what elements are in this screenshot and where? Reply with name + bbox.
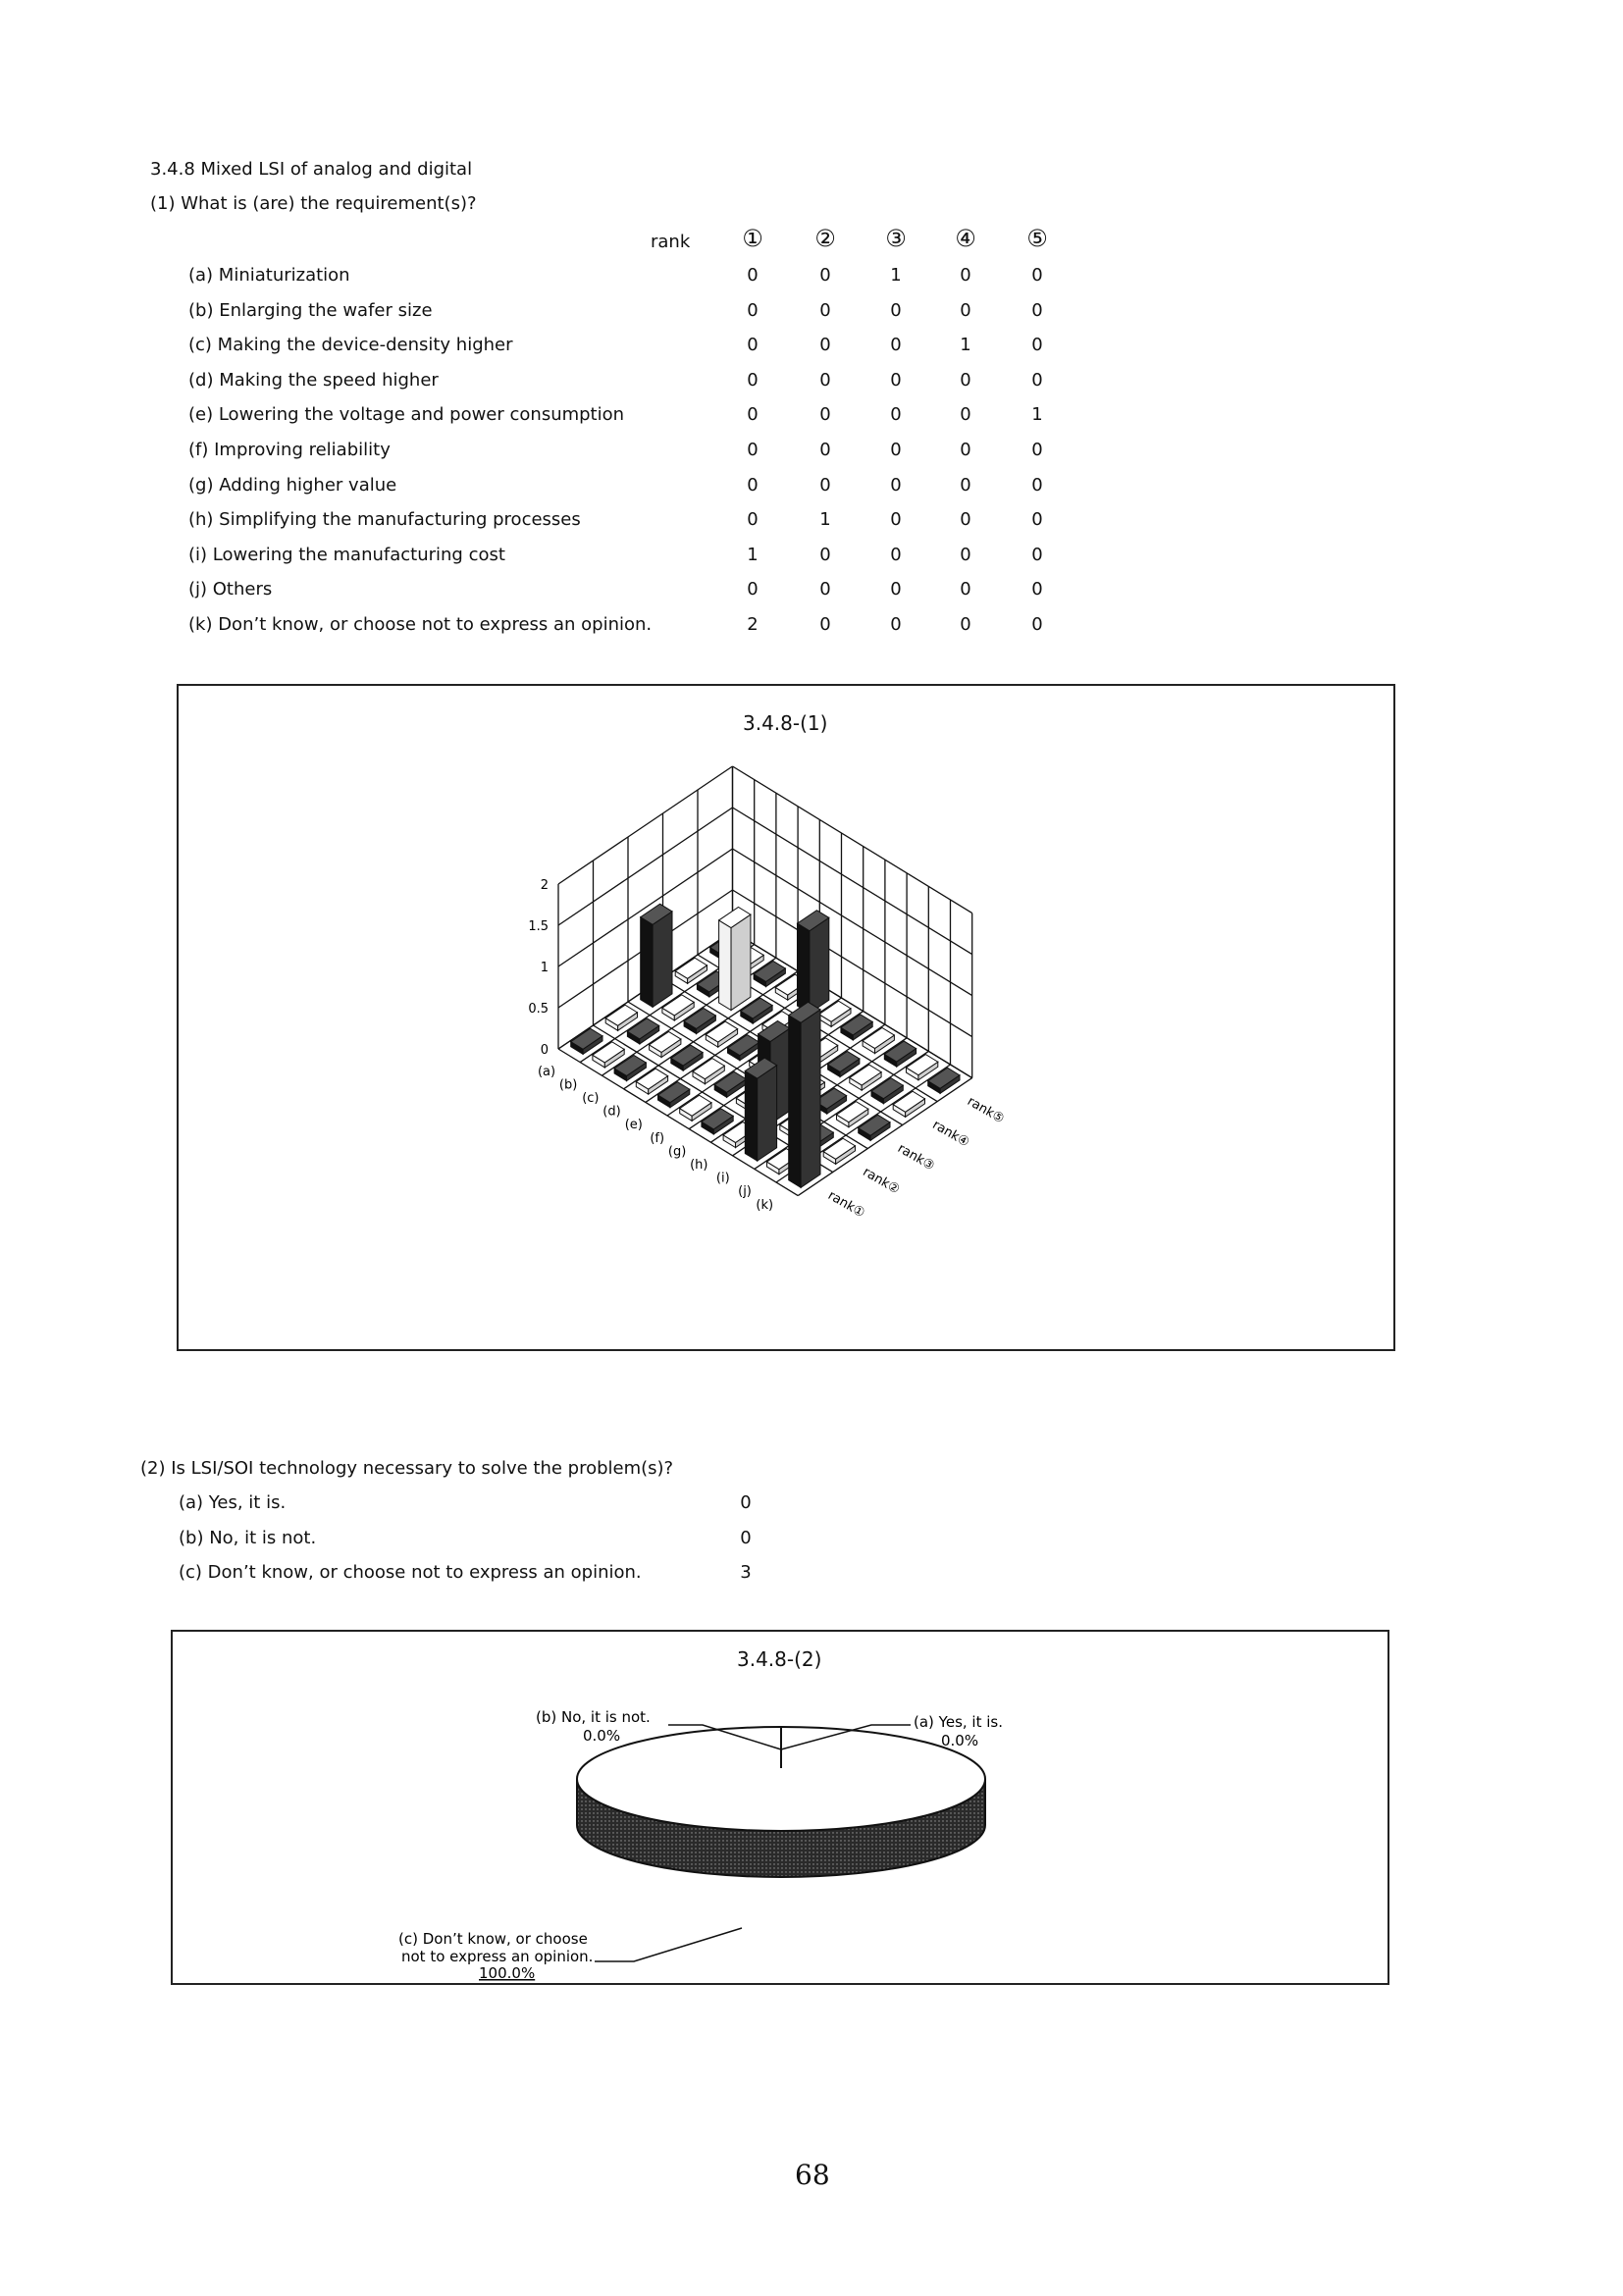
requirement-count: 1 xyxy=(1031,404,1043,426)
requirement-count: 0 xyxy=(747,509,759,531)
bar-side-face xyxy=(810,917,829,1013)
requirement-count: 0 xyxy=(747,440,759,460)
requirement-count: 0 xyxy=(960,614,971,635)
chart-1-3d-bar xyxy=(179,686,1393,1349)
requirement-count: 0 xyxy=(819,474,831,496)
requirement-label: (f) Improving reliability xyxy=(188,440,391,460)
rank-header-2: ② xyxy=(814,225,836,252)
requirement-count: 1 xyxy=(890,265,902,286)
requirement-count: 0 xyxy=(1031,265,1043,286)
series-label: rank④ xyxy=(929,1118,972,1151)
requirement-count: 0 xyxy=(1031,509,1043,531)
requirement-count: 0 xyxy=(747,335,759,356)
requirement-count: 0 xyxy=(960,544,971,565)
requirement-count: 0 xyxy=(1031,440,1043,460)
requirement-count: 1 xyxy=(819,509,831,531)
rank-label: rank xyxy=(651,232,691,252)
requirement-count: 0 xyxy=(819,440,831,460)
requirement-label: (b) Enlarging the wafer size xyxy=(188,299,433,321)
bar-front-face xyxy=(745,1071,757,1162)
necessity-label: (a) Yes, it is. xyxy=(179,1492,287,1513)
necessity-label: (c) Don’t know, or choose not to express an opinion. xyxy=(179,1562,642,1583)
chart-1-frame xyxy=(177,684,1395,1351)
chart-1-title: 3.4.8-(1) xyxy=(743,711,828,735)
category-label: (h) xyxy=(690,1158,708,1173)
bar-front-face xyxy=(641,917,653,1008)
z-tick-label: 0 xyxy=(540,1043,549,1058)
series-label: rank② xyxy=(860,1165,903,1198)
requirement-count: 0 xyxy=(819,265,831,286)
requirement-count: 0 xyxy=(890,299,902,321)
pie-label-b-pct: 0.0% xyxy=(583,1727,621,1745)
requirement-count: 0 xyxy=(819,579,831,600)
question-2-title: (2) Is LSI/SOI technology necessary to solve the problem(s)? xyxy=(140,1458,674,1479)
requirement-count: 0 xyxy=(960,265,971,286)
grid-line xyxy=(733,808,972,955)
chart-2-3d-pie xyxy=(173,1632,1387,1983)
requirement-count: 0 xyxy=(819,335,831,356)
rank-header-4: ④ xyxy=(955,225,976,252)
z-tick-label: 1 xyxy=(540,961,549,975)
bar-front-face xyxy=(719,920,731,1011)
requirement-count: 0 xyxy=(1031,299,1043,321)
question-1-title: (1) What is (are) the requirement(s)? xyxy=(150,193,477,214)
page-number: 68 xyxy=(795,2159,830,2191)
z-tick-label: 1.5 xyxy=(528,919,549,934)
requirement-label: (d) Making the speed higher xyxy=(188,369,439,391)
category-label: (j) xyxy=(738,1184,752,1200)
category-label: (c) xyxy=(582,1091,600,1106)
requirement-count: 0 xyxy=(819,299,831,321)
requirement-count: 0 xyxy=(890,544,902,565)
series-label: rank① xyxy=(824,1188,867,1222)
rank-header-3: ③ xyxy=(885,225,907,252)
requirement-count: 0 xyxy=(747,265,759,286)
requirement-count: 0 xyxy=(1031,544,1043,565)
pie-label-c-pct: 100.0% xyxy=(479,1964,536,1982)
category-label: (k) xyxy=(756,1197,774,1213)
requirement-count: 0 xyxy=(1031,335,1043,356)
requirement-count: 0 xyxy=(960,369,971,391)
category-label: (d) xyxy=(602,1104,621,1120)
requirement-count: 0 xyxy=(890,509,902,531)
requirement-count: 0 xyxy=(960,579,971,600)
bar-front-face xyxy=(789,1016,801,1188)
requirement-label: (h) Simplifying the manufacturing processes xyxy=(188,509,581,531)
pie-label-c: (c) Don’t know, or choose xyxy=(398,1930,588,1948)
requirement-count: 0 xyxy=(747,299,759,321)
necessity-count: 0 xyxy=(740,1492,752,1513)
necessity-count: 3 xyxy=(740,1562,752,1583)
requirement-count: 0 xyxy=(890,404,902,426)
pie-label-a: (a) Yes, it is. xyxy=(914,1713,1003,1731)
requirement-count: 0 xyxy=(890,335,902,356)
requirement-label: (i) Lowering the manufacturing cost xyxy=(188,544,505,565)
z-tick-label: 0.5 xyxy=(528,1002,549,1017)
pie-label-a-pct: 0.0% xyxy=(941,1732,979,1749)
requirement-count: 0 xyxy=(890,369,902,391)
category-label: (i) xyxy=(715,1171,730,1186)
pie-label-c-2: not to express an opinion. xyxy=(401,1948,594,1965)
requirement-count: 0 xyxy=(890,614,902,635)
requirement-count: 0 xyxy=(890,474,902,496)
requirement-count: 0 xyxy=(819,544,831,565)
necessity-count: 0 xyxy=(740,1527,752,1548)
bar-side-face xyxy=(653,912,672,1007)
bar-side-face xyxy=(731,914,751,1010)
category-label: (g) xyxy=(667,1144,687,1160)
requirement-count: 0 xyxy=(747,404,759,426)
requirement-count: 0 xyxy=(960,474,971,496)
requirement-count: 0 xyxy=(747,579,759,600)
requirement-count: 0 xyxy=(890,579,902,600)
requirement-count: 0 xyxy=(960,509,971,531)
requirement-count: 0 xyxy=(1031,614,1043,635)
requirement-count: 0 xyxy=(1031,369,1043,391)
requirement-count: 0 xyxy=(960,440,971,460)
necessity-label: (b) No, it is not. xyxy=(179,1527,317,1548)
requirement-count: 0 xyxy=(960,404,971,426)
requirement-label: (c) Making the device-density higher xyxy=(188,335,513,356)
series-label: rank③ xyxy=(894,1141,937,1174)
rank-header-5: ⑤ xyxy=(1026,225,1048,252)
chart-2-frame xyxy=(171,1630,1389,1985)
bar-side-face xyxy=(758,1066,777,1161)
category-label: (b) xyxy=(558,1077,578,1093)
requirement-label: (e) Lowering the voltage and power consumption xyxy=(188,404,625,426)
chart-2-title: 3.4.8-(2) xyxy=(737,1647,822,1671)
requirement-count: 0 xyxy=(1031,474,1043,496)
requirement-count: 0 xyxy=(819,404,831,426)
requirement-count: 0 xyxy=(960,299,971,321)
grid-line xyxy=(733,766,972,913)
requirement-count: 0 xyxy=(819,369,831,391)
category-label: (f) xyxy=(650,1130,665,1146)
requirement-label: (j) Others xyxy=(188,579,273,600)
bar-side-face xyxy=(801,1010,820,1187)
requirement-count: 0 xyxy=(819,614,831,635)
requirement-label: (g) Adding higher value xyxy=(188,474,397,496)
pie-leader-c xyxy=(595,1928,742,1961)
series-label: rank⑤ xyxy=(964,1094,1007,1127)
category-label: (e) xyxy=(624,1118,643,1133)
bar-front-face xyxy=(797,923,809,1014)
z-tick-label: 2 xyxy=(540,878,549,893)
rank-header-1: ① xyxy=(742,225,763,252)
requirement-count: 0 xyxy=(890,440,902,460)
requirement-count: 1 xyxy=(747,544,759,565)
category-label: (a) xyxy=(537,1064,556,1079)
requirement-label: (a) Miniaturization xyxy=(188,265,350,286)
requirement-count: 0 xyxy=(747,474,759,496)
pie-label-b: (b) No, it is not. xyxy=(536,1708,651,1726)
requirement-count: 0 xyxy=(1031,579,1043,600)
section-title: 3.4.8 Mixed LSI of analog and digital xyxy=(150,159,473,180)
requirement-count: 2 xyxy=(747,614,759,635)
requirement-label: (k) Don’t know, or choose not to express an opinion. xyxy=(188,614,653,635)
requirement-count: 0 xyxy=(747,369,759,391)
requirement-count: 1 xyxy=(960,335,971,356)
